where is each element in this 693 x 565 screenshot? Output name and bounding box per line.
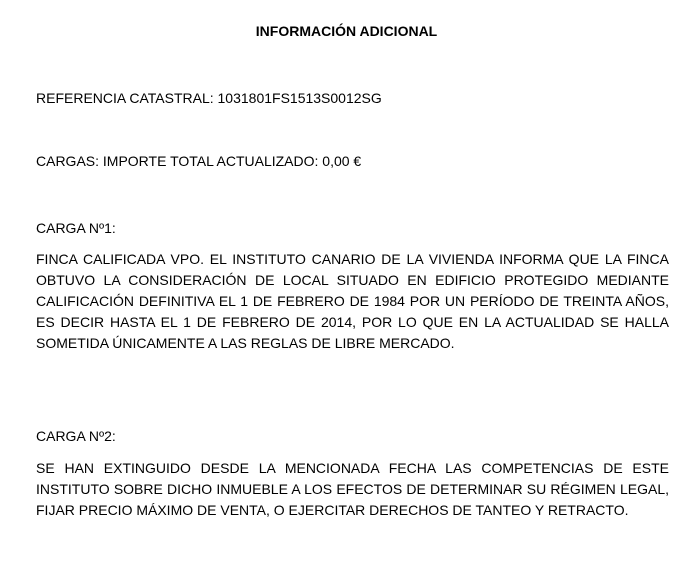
cargas-importe-total: CARGAS: IMPORTE TOTAL ACTUALIZADO: 0,00 € xyxy=(36,153,362,169)
carga-1-heading: CARGA Nº1: xyxy=(36,220,116,236)
carga-1-text: FINCA CALIFICADA VPO. EL INSTITUTO CANARIO DE LA VIVIENDA INFORMA QUE LA FINCA OBTUVO LA CONSIDERACIÓN DE LOCAL SITUADO EN EDIFICIO PROTEGIDO MEDIANTE CALIFICACIÓN DEFINITIVA EL 1 DE FEBRERO DE 1984 POR UN PERÍODO DE TREINTA AÑOS, ES DECIR HASTA EL 1 DE FEBRERO DE 2014, POR LO QUE EN LA ACTUALIDAD SE HALLA SOMETIDA ÚNICAMENTE A LAS REGLAS DE LIBRE MERCADO. xyxy=(36,251,669,351)
carga-2-text: SE HAN EXTINGUIDO DESDE LA MENCIONADA FECHA LAS COMPETENCIAS DE ESTE INSTITUTO SOBRE DICHO INMUEBLE A LOS EFECTOS DE DETERMINAR SU RÉGIMEN LEGAL, FIJAR PRECIO MÁXIMO DE VENTA, O EJERCITAR DERECHOS DE TANTEO Y RETRACTO. xyxy=(36,460,669,518)
referencia-catastral: REFERENCIA CATASTRAL: 1031801FS1513S0012SG xyxy=(36,90,382,106)
carga-2-heading: CARGA Nº2: xyxy=(36,428,116,444)
document-title: INFORMACIÓN ADICIONAL xyxy=(255,23,438,39)
